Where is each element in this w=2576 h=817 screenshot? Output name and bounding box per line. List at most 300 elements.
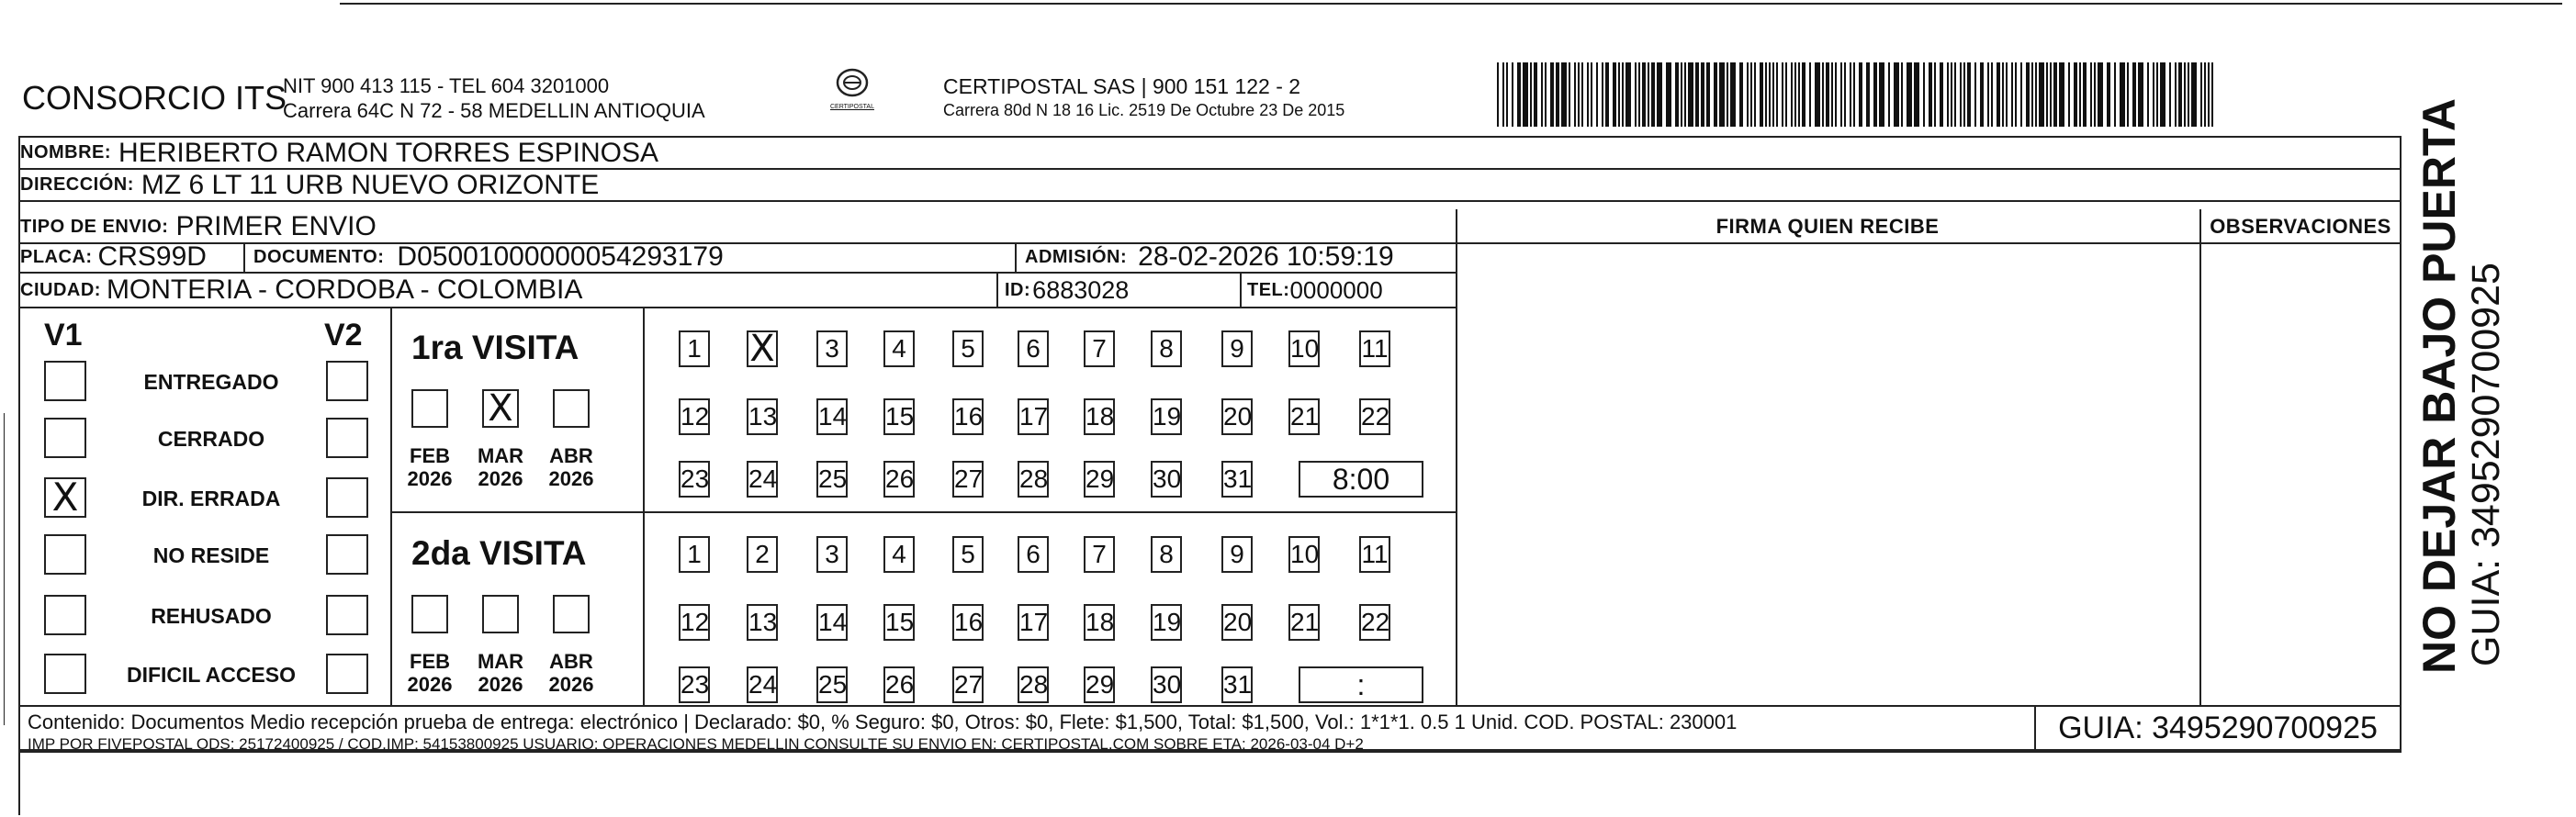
col-line [243, 242, 245, 272]
barcode-bar [1853, 62, 1855, 127]
day-box[interactable]: 28 [1018, 666, 1049, 703]
month-year: 2026 [548, 467, 594, 490]
barcode-bar [2204, 62, 2206, 127]
barcode-bar [2160, 62, 2165, 127]
direccion-label: DIRECCIÓN: [20, 174, 134, 195]
day-box[interactable]: 19 [1151, 604, 1182, 641]
barcode-bar [1642, 62, 1646, 127]
barcode-bar [1638, 62, 1640, 127]
barcode-bar [1997, 62, 2000, 127]
barcode-bar [1701, 62, 1704, 127]
day-box[interactable]: 28 [1018, 461, 1049, 498]
month-year: 2026 [548, 673, 594, 696]
barcode-bar [1605, 62, 1609, 127]
day-box[interactable]: 21 [1288, 604, 1320, 641]
observaciones-label: OBSERVACIONES [2210, 215, 2391, 238]
barcode-bar [1581, 62, 1583, 127]
barcode-bar [2147, 62, 2149, 127]
month-checkbox[interactable] [553, 595, 590, 633]
barcode-bar [1657, 62, 1662, 127]
documento-cell [253, 242, 724, 272]
v1-checkbox[interactable]: X [44, 477, 86, 518]
carrier-info [943, 73, 1344, 121]
barcode-bar [1739, 62, 1743, 127]
barcode-bar [1960, 62, 1962, 127]
barcode-bar [1954, 62, 1956, 127]
day-box[interactable]: 21 [1288, 398, 1320, 435]
v1-checkbox[interactable] [44, 361, 86, 401]
day-box[interactable]: 24 [747, 461, 778, 498]
tel-cell [1247, 274, 1383, 307]
status-label: CERRADO [157, 427, 265, 451]
month-name: MAR [477, 444, 524, 467]
barcode-bar [1666, 62, 1671, 127]
day-box[interactable]: 2 [747, 536, 778, 573]
id-label: ID: [1005, 279, 1031, 300]
day-box[interactable]: 18 [1084, 398, 1115, 435]
time-box[interactable]: 8:00 [1299, 461, 1423, 498]
barcode-bar [2184, 62, 2186, 127]
barcode-bar [1772, 62, 1774, 127]
status-label: ENTREGADO [143, 370, 279, 394]
barcode-bar [1951, 62, 1952, 127]
day-box[interactable]: 16 [952, 398, 984, 435]
admision-cell [1025, 242, 1394, 272]
barcode-bar [2211, 62, 2213, 127]
barcode-bar [2068, 62, 2070, 127]
barcode-bar [1596, 62, 1598, 127]
day-box[interactable]: 5 [952, 330, 984, 367]
barcode-bar [2039, 62, 2044, 127]
documento-label: DOCUMENTO: [253, 246, 385, 267]
v2-checkbox[interactable] [326, 654, 368, 694]
carrier-license-line: Carrera 80d N 18 16 Lic. 2519 De Octubre 23 De 2015 [943, 101, 1345, 119]
company-name: CONSORCIO ITS [22, 79, 287, 117]
day-box[interactable]: 19 [1151, 398, 1182, 435]
v2-label: V2 [324, 318, 363, 353]
barcode-bar [1747, 62, 1749, 127]
barcode-bar [1541, 62, 1543, 127]
day-box[interactable]: 23 [679, 461, 710, 498]
tipo-envio-row [20, 211, 377, 242]
barcode-bar [1534, 62, 1537, 127]
month-name: MAR [477, 650, 524, 673]
day-box[interactable]: 23 [679, 666, 710, 703]
barcode-bar [1760, 62, 1763, 127]
barcode-bar [2098, 62, 2103, 127]
firma-label: FIRMA QUIEN RECIBE [1715, 215, 1940, 238]
status-label: NO RESIDE [152, 543, 270, 567]
side-text [2413, 98, 2551, 674]
day-box[interactable]: 9 [1221, 330, 1253, 367]
status-label: REHUSADO [151, 604, 272, 628]
barcode-bar [2074, 62, 2077, 127]
barcode-bar [2191, 62, 2197, 127]
barcode-bar [1578, 62, 1580, 127]
barcode-bar [1550, 62, 1554, 127]
documento-value: D05001000000054293179 [397, 241, 724, 272]
barcode-image [1495, 62, 2221, 127]
day-box[interactable]: 18 [1084, 604, 1115, 641]
day-box[interactable]: 20 [1221, 604, 1253, 641]
barcode-bar [2046, 62, 2048, 127]
day-box[interactable]: 6 [1018, 330, 1049, 367]
day-box[interactable]: 1 [679, 330, 710, 367]
day-box[interactable]: 3 [816, 536, 848, 573]
barcode-bar [1688, 62, 1693, 127]
barcode-bar [1967, 62, 1971, 127]
day-box[interactable]: 9 [1221, 536, 1253, 573]
day-box[interactable]: 27 [952, 461, 984, 498]
month-year: 2026 [478, 673, 523, 696]
barcode-bar [2015, 62, 2017, 127]
barcode-bar [1512, 62, 1513, 127]
barcode-bar [1929, 62, 1932, 127]
month-name: FEB [410, 444, 450, 467]
side-guia: GUIA: 3495290700925 [2464, 263, 2508, 666]
company-info [283, 73, 705, 123]
barcode-bar [1587, 62, 1589, 127]
day-box[interactable]: 16 [952, 604, 984, 641]
month-checkbox[interactable] [482, 595, 519, 633]
month-label [473, 444, 528, 490]
barcode-bar [1695, 62, 1699, 127]
barcode-bar [1782, 62, 1783, 127]
month-checkbox[interactable]: X [482, 389, 519, 428]
ciudad-cell [20, 274, 582, 307]
barcode-bar [1517, 62, 1521, 127]
barcode-bar [1879, 62, 1884, 127]
barcode-bar [1815, 62, 1820, 127]
barcode-bar [2114, 62, 2116, 127]
barcode-bar [1940, 62, 1943, 127]
barcode-bar [2059, 62, 2064, 127]
visit-title: 1ra VISITA [411, 329, 579, 366]
nombre-row [20, 138, 658, 168]
col-line [643, 307, 645, 705]
day-box[interactable]: 14 [816, 604, 848, 641]
day-box[interactable]: 27 [952, 666, 984, 703]
barcode-bar [1714, 62, 1717, 127]
company-nit-line: NIT 900 413 115 - TEL 604 3201000 [283, 74, 610, 97]
barcode-bar [1625, 62, 1631, 127]
barcode-bar [1947, 62, 1949, 127]
day-box[interactable]: 17 [1018, 604, 1049, 641]
month-label [473, 650, 528, 696]
direccion-value: MZ 6 LT 11 URB NUEVO ORIZONTE [141, 169, 600, 200]
day-box[interactable]: 1 [679, 536, 710, 573]
month-year: 2026 [478, 467, 523, 490]
barcode-bar [1502, 62, 1504, 127]
day-box[interactable]: 6 [1018, 536, 1049, 573]
placa-value: CRS99D [97, 241, 207, 272]
month-checkbox[interactable] [553, 389, 590, 428]
barcode-bar [2200, 62, 2202, 127]
barcode-bar [2079, 62, 2081, 127]
day-box[interactable]: 30 [1151, 461, 1182, 498]
bottom-edge [18, 751, 2402, 753]
visit-title: 2da VISITA [411, 534, 587, 572]
barcode-bar [1556, 62, 1559, 127]
barcode-bar [2169, 62, 2171, 127]
barcode-bar [1754, 62, 1756, 127]
month-name: ABR [549, 444, 593, 467]
barcode-bar [1523, 62, 1528, 127]
bottom-edge [18, 751, 20, 815]
barcode-bar [2002, 62, 2004, 127]
barcode-bar [1635, 62, 1637, 127]
barcode-bar [2153, 62, 2154, 127]
day-box[interactable]: 13 [747, 604, 778, 641]
barcode-bar [1831, 62, 1833, 127]
barcode-bar [1888, 62, 1890, 127]
v2-checkbox[interactable] [326, 534, 368, 575]
barcode-bar [1907, 62, 1912, 127]
day-box[interactable]: 29 [1084, 461, 1115, 498]
col-line [390, 307, 392, 705]
barcode-bar [2026, 62, 2030, 127]
barcode-bar [1844, 62, 1846, 127]
barcode-bar [1569, 62, 1570, 127]
barcode [1495, 62, 2221, 131]
barcode-bar [1648, 62, 1649, 127]
direccion-row [20, 170, 599, 200]
col-line [1456, 209, 1457, 705]
barcode-bar [1681, 62, 1682, 127]
day-box[interactable]: 4 [883, 536, 915, 573]
barcode-bar [2127, 62, 2129, 127]
day-box[interactable]: 31 [1221, 461, 1253, 498]
barcode-bar [2053, 62, 2057, 127]
barcode-bar [2120, 62, 2125, 127]
v2-checkbox[interactable] [326, 477, 368, 518]
day-box[interactable]: 22 [1359, 604, 1390, 641]
v1-checkbox[interactable] [44, 534, 86, 575]
barcode-bar [1651, 62, 1655, 127]
col-line [1240, 272, 1242, 307]
day-box[interactable]: 3 [816, 330, 848, 367]
day-box[interactable]: 8 [1151, 536, 1182, 573]
barcode-bar [1914, 62, 1919, 127]
visit-divider [390, 511, 1456, 513]
barcode-bar [1613, 62, 1616, 127]
month-name: ABR [549, 650, 593, 673]
day-box[interactable]: 17 [1018, 398, 1049, 435]
col-line [2199, 209, 2201, 705]
month-year: 2026 [407, 673, 453, 696]
barcode-bar [2006, 62, 2008, 127]
footer-content-line: Contenido: Documentos Medio recepción prueba de entrega: electrónico | Declarado: $0, % Seguro: $0, Otros: $0, Flete: $1,500, Total: $1,500, Vol.: 1*1*1. 0.5 1 Unid. COD. POSTAL: 230001 [28, 711, 1738, 733]
barcode-bar [2083, 62, 2087, 127]
day-box[interactable]: 24 [747, 666, 778, 703]
barcode-bar [1974, 62, 1976, 127]
status-label: DIFICIL ACCESO [126, 663, 296, 687]
v1-checkbox[interactable] [44, 654, 86, 694]
barcode-bar [1574, 62, 1576, 127]
placa-cell [20, 242, 207, 272]
day-box[interactable]: 14 [816, 398, 848, 435]
barcode-bar [1980, 62, 1984, 127]
barcode-bar [2094, 62, 2096, 127]
day-box[interactable]: 11 [1359, 536, 1390, 573]
barcode-bar [2208, 62, 2210, 127]
logo-text: CERTIPOSTAL [830, 104, 874, 110]
day-box[interactable]: 22 [1359, 398, 1390, 435]
barcode-bar [2090, 62, 2092, 127]
day-box[interactable]: 10 [1288, 330, 1320, 367]
company-address-line: Carrera 64C N 72 - 58 MEDELLIN ANTIOQUIA [283, 99, 705, 122]
day-box[interactable]: 20 [1221, 398, 1253, 435]
certipostal-logo [828, 68, 876, 110]
logo-icon [834, 68, 871, 101]
barcode-bar [1923, 62, 1925, 127]
day-box[interactable]: 26 [883, 461, 915, 498]
month-year: 2026 [407, 467, 453, 490]
barcode-bar [2138, 62, 2143, 127]
barcode-bar [1835, 62, 1837, 127]
barcode-bar [1675, 62, 1679, 127]
barcode-bar [2031, 62, 2033, 127]
admision-value: 28-02-2026 10:59:19 [1138, 241, 1394, 272]
day-box[interactable]: 8 [1151, 330, 1182, 367]
barcode-bar [1840, 62, 1842, 127]
status-label: DIR. ERRADA [141, 487, 281, 510]
day-box[interactable]: 13 [747, 398, 778, 435]
day-box[interactable]: 15 [883, 398, 915, 435]
id-cell [1005, 274, 1129, 307]
barcode-bar [2107, 62, 2110, 127]
barcode-bar [1561, 62, 1567, 127]
barcode-bar [2011, 62, 2013, 127]
barcode-bar [2178, 62, 2182, 127]
month-checkbox[interactable] [411, 389, 448, 428]
barcode-bar [1719, 62, 1725, 127]
footer-guia: GUIA: 3495290700925 [2058, 711, 2378, 745]
barcode-bar [1530, 62, 1532, 127]
ciudad-label: CIUDAD: [20, 279, 101, 300]
barcode-bar [1618, 62, 1620, 127]
barcode-bar [1591, 62, 1592, 127]
v1-checkbox[interactable] [44, 595, 86, 635]
barcode-bar [1506, 62, 1508, 127]
v2-checkbox[interactable] [326, 418, 368, 458]
placa-label: PLACA: [20, 246, 93, 267]
barcode-bar [2035, 62, 2037, 127]
day-box[interactable]: 25 [816, 461, 848, 498]
barcode-bar [1785, 62, 1787, 127]
day-box[interactable]: 31 [1221, 666, 1253, 703]
tipo-envio-value: PRIMER ENVIO [175, 211, 377, 241]
barcode-bar [1866, 62, 1870, 127]
barcode-bar [1497, 62, 1499, 127]
barcode-bar [1730, 62, 1736, 127]
id-value: 6883028 [1032, 275, 1130, 304]
day-box[interactable]: 12 [679, 398, 710, 435]
barcode-bar [2050, 62, 2052, 127]
barcode-bar [1776, 62, 1778, 127]
barcode-bar [1765, 62, 1767, 127]
day-box[interactable]: 11 [1359, 330, 1390, 367]
barcode-bar [1826, 62, 1829, 127]
row-line [18, 307, 1456, 308]
v1-checkbox[interactable] [44, 418, 86, 458]
barcode-bar [1991, 62, 1993, 127]
day-box[interactable]: 29 [1084, 666, 1115, 703]
day-box[interactable]: 4 [883, 330, 915, 367]
day-box[interactable]: 26 [883, 666, 915, 703]
v2-checkbox[interactable] [326, 595, 368, 635]
month-label [544, 650, 599, 696]
admision-label: ADMISIÓN: [1025, 246, 1128, 267]
barcode-bar [2020, 62, 2022, 127]
nombre-label: NOMBRE: [20, 142, 112, 162]
barcode-bar [1873, 62, 1877, 127]
barcode-bar [1798, 62, 1800, 127]
tel-label: TEL: [1247, 279, 1290, 300]
barcode-bar [1706, 62, 1710, 127]
day-box[interactable]: 10 [1288, 536, 1320, 573]
barcode-bar [1602, 62, 1603, 127]
barcode-bar [1934, 62, 1936, 127]
barcode-bar [1963, 62, 1965, 127]
barcode-bar [1769, 62, 1771, 127]
barcode-bar [1859, 62, 1862, 127]
barcode-bar [1622, 62, 1624, 127]
barcode-bar [1791, 62, 1793, 127]
col-line [1015, 242, 1017, 272]
day-box[interactable]: 12 [679, 604, 710, 641]
barcode-bar [1794, 62, 1796, 127]
ciudad-value: MONTERIA - CORDOBA - COLOMBIA [106, 274, 583, 305]
v1-label: V1 [44, 318, 83, 353]
day-box[interactable]: 7 [1084, 536, 1115, 573]
barcode-bar [1901, 62, 1903, 127]
barcode-bar [1545, 62, 1547, 127]
barcode-bar [1822, 62, 1824, 127]
month-label [544, 444, 599, 490]
tipo-envio-label: TIPO DE ENVIO: [20, 216, 169, 237]
v2-checkbox[interactable] [326, 361, 368, 401]
time-box[interactable]: : [1299, 666, 1423, 703]
barcode-bar [1750, 62, 1752, 127]
col-line [996, 272, 998, 307]
top-edge-line [340, 3, 2562, 5]
barcode-bar [2188, 62, 2189, 127]
barcode-bar [1850, 62, 1851, 127]
day-box[interactable]: X [747, 330, 778, 367]
barcode-bar [2132, 62, 2136, 127]
nombre-value: HERIBERTO RAMON TORRES ESPINOSA [118, 137, 658, 168]
day-box[interactable]: 25 [816, 666, 848, 703]
barcode-bar [2175, 62, 2177, 127]
carrier-nit-line: CERTIPOSTAL SAS | 900 151 122 - 2 [943, 74, 1301, 98]
barcode-bar [1684, 62, 1686, 127]
barcode-bar [1809, 62, 1811, 127]
row-line [1456, 242, 2402, 244]
day-box[interactable]: 30 [1151, 666, 1182, 703]
left-edge-mark [4, 413, 5, 725]
day-box[interactable]: 5 [952, 536, 984, 573]
barcode-bar [2156, 62, 2158, 127]
month-checkbox[interactable] [411, 595, 448, 633]
day-box[interactable]: 15 [883, 604, 915, 641]
month-name: FEB [410, 650, 450, 673]
barcode-bar [1727, 62, 1728, 127]
tel-value: 0000000 [1289, 275, 1383, 304]
month-label [402, 650, 457, 696]
day-box[interactable]: 7 [1084, 330, 1115, 367]
barcode-bar [1802, 62, 1805, 127]
